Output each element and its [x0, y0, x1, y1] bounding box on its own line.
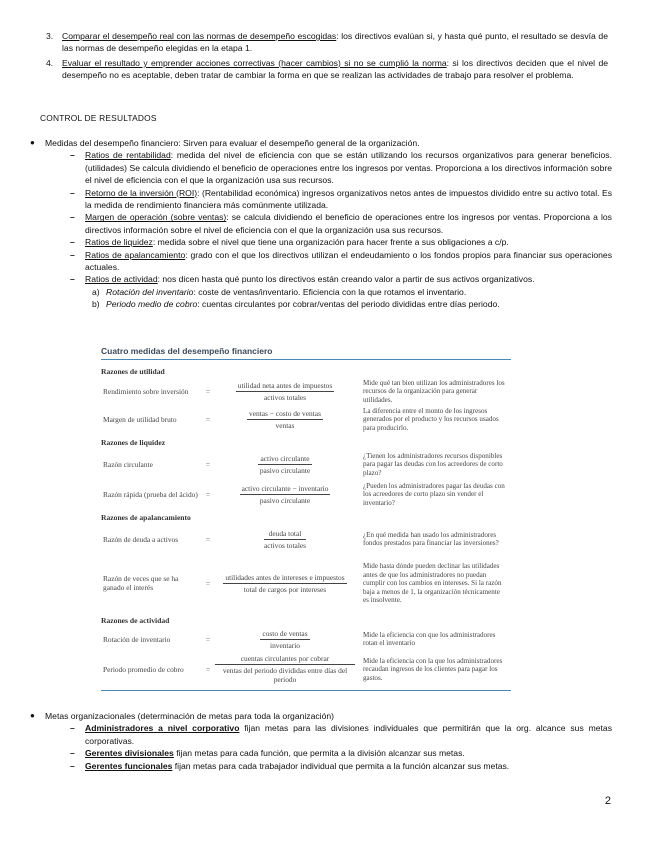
formula-numerator: utilidad neta antes de impuestos [237, 380, 333, 390]
equals-sign: = [205, 414, 211, 424]
ratio-item-margen [0, 211, 612, 236]
group-liquidez: Razones de liquidez [101, 438, 166, 448]
step-3-number: 3. [46, 31, 54, 41]
formula-numerator: activo circulante − inventario [241, 483, 329, 493]
group-utilidad: Razones de utilidad [101, 367, 165, 377]
sub-marker: a) [92, 286, 100, 297]
ratio-formula [264, 529, 306, 550]
organizational-goals [0, 710, 612, 772]
ratio-text: : nos dicen hasta qué punto los directivos están creando valor a partir de sus activos organizativos. [157, 274, 535, 285]
dash-icon: – [70, 249, 75, 260]
activity-sub-b [0, 298, 612, 310]
dash-icon: – [70, 237, 75, 248]
table-row [101, 524, 511, 554]
table-row [101, 404, 511, 434]
equals-sign: = [205, 489, 211, 499]
formula-denominator: activos totales [263, 392, 307, 402]
formula-numerator: deuda total [264, 529, 306, 540]
ratio-name: Margen de utilidad bruto [103, 414, 177, 424]
ratio-formula [240, 484, 331, 505]
formula-denominator: activos totales [263, 540, 307, 550]
activity-sub-a [0, 286, 612, 298]
ratio-title: Margen de operación (sobre ventas) [85, 212, 227, 223]
bullet-icon: ● [30, 711, 35, 720]
ratio-text: : (Rentabilidad económica) ingresos organizativos netos antes de impuestos dividido entre su activo total. Es la medida de rendimiento financiera más comúnmente utilizada. [85, 187, 612, 211]
ratio-name: Razón rápida (prueba del ácido) [103, 489, 198, 499]
formula-denominator: inventario [270, 640, 300, 650]
financial-measures-table [101, 345, 511, 691]
ratio-name: Periodo promedio de cobro [103, 664, 184, 674]
dash-icon: – [70, 187, 75, 198]
equals-sign: = [205, 634, 211, 644]
equals-sign: = [205, 386, 211, 396]
formula-denominator: pasivo circulante [259, 465, 311, 475]
equals-sign: = [205, 578, 211, 588]
step-3-title: Comparar el desempeño real con las normas de desempeño escogidas [62, 31, 337, 41]
table-row [101, 479, 511, 509]
ratio-description: Mide qué tan bien utilizan los administradores los recursos de la organización para generar utilidades. [363, 378, 505, 404]
ratio-title: Ratios de actividad [85, 274, 158, 285]
step-3 [40, 30, 608, 55]
ratio-description: La diferencia entre el monto de los ingresos generados por el producto y los recursos usados para producirlo. [363, 406, 499, 432]
table-row [101, 449, 511, 479]
ratio-text: : medida sobre el nivel que tiene una organización para hacer frente a sus obligaciones a c/p. [152, 237, 509, 248]
ratio-formula [258, 454, 311, 475]
table-row [101, 378, 511, 404]
ratio-title: Ratios de liquidez [85, 237, 153, 248]
section-heading: CONTROL DE RESULTADOS [40, 113, 157, 123]
goal-title: Gerentes funcionales [85, 760, 173, 771]
ratio-name: Razón de veces que se ha ganado el interés [103, 574, 179, 593]
sub-title: Rotación del inventario [106, 286, 194, 297]
goal-item-divisionales [0, 747, 612, 759]
goals-intro [0, 710, 612, 722]
formula-numerator: cuentas circulantes por cobrar [215, 654, 355, 665]
goal-text: fijan metas para las divisiones individuales que permitirán que la org. alcance sus metas corporativas. [85, 723, 612, 746]
goal-text: fijan metas para cada trabajador individual que permita a la función alcanzar sus metas. [172, 760, 510, 771]
sub-marker: b) [92, 299, 100, 310]
goal-item-funcionales [0, 760, 612, 772]
formula-numerator: ventas − costo de ventas [249, 408, 321, 418]
ratio-item-apalancamiento [0, 249, 612, 274]
formula-denominator: ventas del periodo divididas entre días del periodo [222, 666, 348, 685]
sub-text: : coste de ventas/inventario. Eficiencia con la que rotamos el inventario. [193, 286, 467, 297]
ratio-title: Retorno de la inversión (ROI) [85, 187, 198, 198]
goal-title: Gerentes divisionales [85, 748, 174, 759]
ratio-text: : se calcula dividiendo el beneficio de operaciones entre los ingresos por ventas. Proporciona a los directivos información sobre el nivel de eficiencia con el que la organización usa sus recursos. [85, 212, 612, 235]
ratio-formula [215, 654, 355, 684]
ratio-description: ¿Pueden los administradores pagar las deudas con los acreedores de corto plazo sin vender el inventario? [363, 481, 505, 507]
ratio-formula [236, 381, 334, 402]
goal-item-corporativo [0, 722, 612, 747]
bullet-icon: ● [30, 138, 35, 147]
ratio-description: Mide la eficiencia con que los administradores rotan el inventario [363, 630, 496, 648]
formula-numerator: costo de ventas [262, 628, 308, 638]
table-title: Cuatro medidas del desempeño financiero [101, 345, 511, 360]
formula-denominator: total de cargos por intereses [243, 584, 327, 594]
formula-denominator: ventas [275, 420, 295, 430]
group-apalancamiento: Razones de apalancamiento [101, 513, 191, 523]
dash-icon: – [70, 150, 75, 161]
ratio-text: : grado con el que los directivos utilizan el endeudamiento o los fondos propios para financiar sus operaciones actuales. [85, 249, 612, 273]
steps-list [40, 30, 608, 82]
ratio-text: : medida del nivel de eficiencia con que se están utilizando los recursos organizativos para generar beneficios. (utilidades) Se calcula dividiendo el beneficio de operaciones entre los ingresos por ventas. Proporciona a los directivos información sobre el nivel de eficiencia con el que la organización usa sus recursos. [85, 150, 612, 186]
dash-icon: – [70, 212, 75, 223]
ratio-item-rentabilidad [0, 149, 612, 186]
ratio-name: Razón circulante [103, 459, 153, 469]
goal-text: fijan metas para cada función, que permita a la división alcanzar sus metas. [173, 748, 465, 759]
financial-intro [0, 137, 612, 149]
formula-numerator: utilidades antes de intereses e impuestos [225, 572, 345, 582]
ratio-description: Mide la eficiencia con la que los administradores recaudan ingresos de los clientes para pagar los gastos. [363, 656, 503, 682]
sub-title: Periodo medio de cobro [106, 299, 198, 310]
table-bottom-rule [101, 690, 511, 691]
ratio-name: Rendimiento sobre inversión [103, 386, 189, 396]
table-row [101, 651, 511, 687]
dash-icon: – [70, 748, 75, 759]
ratio-item-liquidez [0, 236, 612, 248]
goals-intro-text: Metas organizacionales (determinación de metas para toda la organización) [45, 711, 335, 721]
formula-numerator: activo circulante [260, 453, 310, 463]
equals-sign: = [205, 534, 211, 544]
step-4-title: Evaluar el resultado y emprender acciones correctivas (hacer cambios) si no se cumplió la norma [62, 57, 447, 68]
equals-sign: = [205, 459, 211, 469]
ratio-description: Mide hasta dónde pueden declinar las utilidades antes de que los administradores no puedan cumplir con los cambios en intereses. Si la razón baja a menos de 1, la organización técnicamente es insolvente. [363, 561, 502, 605]
goal-title: Administradores a nivel corporativo [85, 723, 240, 734]
ratio-description: ¿Tienen los administradores recursos disponibles para pagar las deudas con los acreedores de corto plazo? [363, 451, 503, 477]
ratio-formula [260, 629, 309, 650]
ratio-item-actividad [0, 273, 612, 285]
ratio-formula [247, 409, 323, 430]
step-4 [40, 57, 608, 82]
ratio-formula [223, 573, 346, 594]
formula-denominator: pasivo circulante [259, 495, 311, 505]
ratio-name: Razón de deuda a activos [103, 534, 179, 544]
equals-sign: = [205, 664, 211, 674]
financial-measures [0, 137, 612, 311]
table-row [101, 627, 511, 651]
dash-icon: – [70, 723, 75, 734]
ratio-title: Ratios de rentabilidad [85, 150, 171, 161]
group-actividad: Razones de actividad [101, 616, 170, 626]
ratio-name: Rotación de inventario [103, 634, 171, 644]
ratio-title: Ratios de apalancamiento [85, 249, 186, 260]
sub-text: : cuentas circulantes por cobrar/ventas del periodo divididas entre días periodo. [197, 299, 500, 310]
step-4-number: 4. [46, 57, 54, 68]
ratio-description: ¿En qué medida han usado los administradores fondos prestados para financiar las inversiones? [363, 530, 499, 548]
table-row [101, 554, 511, 612]
step-3-text: : los directivos evalúan si, y hasta qué punto, el resultado se desvía de las normas de desempeño elegidas en la etapa 1. [62, 31, 608, 54]
dash-icon: – [70, 760, 75, 771]
ratio-item-roi [0, 187, 612, 212]
page-number: 2 [604, 795, 611, 807]
dash-icon: – [70, 274, 75, 285]
financial-intro-text: Medidas del desempeño financiero: Sirven para evaluar el desempeño general de la organización. [45, 138, 420, 148]
step-4-text: : si los directivos deciden que el nivel de desempeño no es aceptable, deben tratar de cambiar la forma en que se realizan las actividades de trabajo para resolver el problema. [62, 57, 608, 81]
